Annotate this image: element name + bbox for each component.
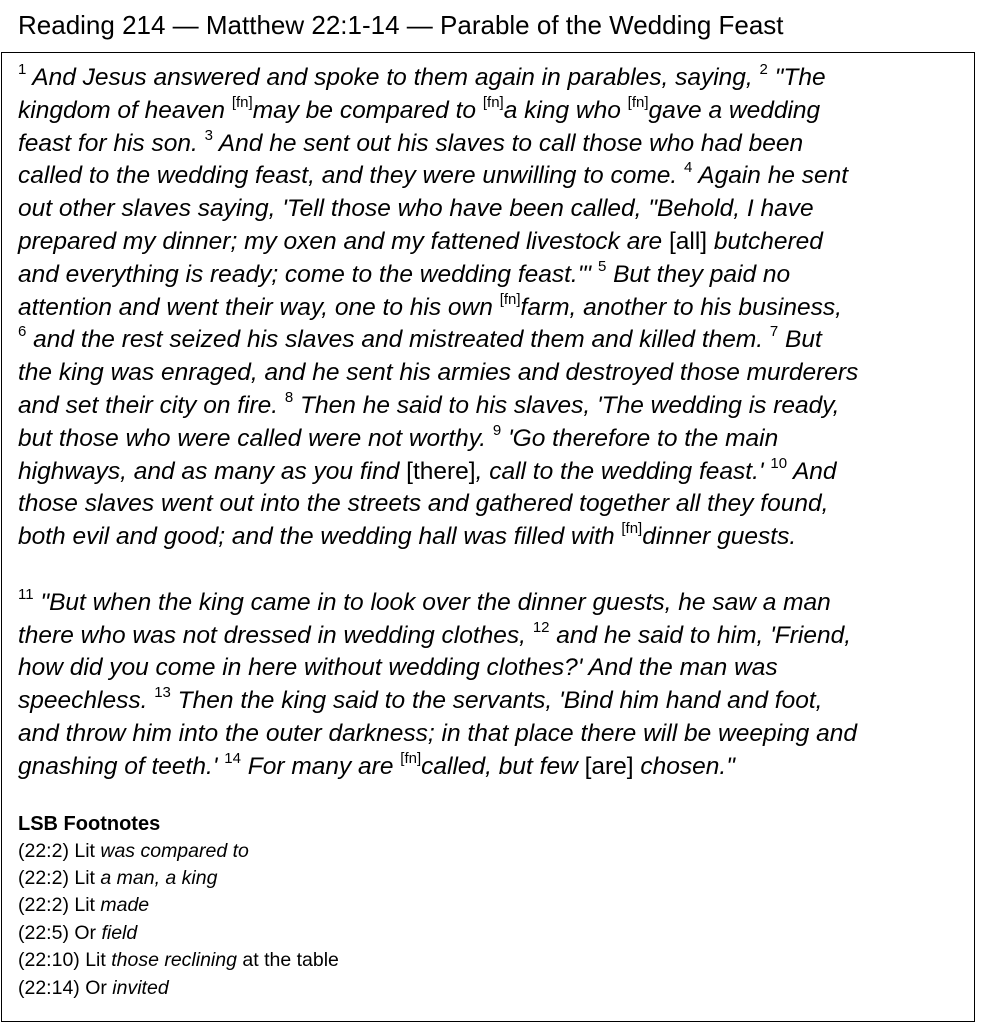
passage-line <box>18 718 962 751</box>
verse-number: 14 <box>224 749 241 767</box>
bracketed-text: (22:10) Lit <box>18 949 112 972</box>
verse-number: 12 <box>532 618 550 636</box>
passage-line <box>18 587 962 620</box>
passage-text-span: called to the wedding feast, and they were unwilling to come. <box>18 162 684 190</box>
passage-text-span: And he sent out his slaves to call those who had been <box>212 129 804 157</box>
footnote-marker: [fn] <box>231 93 253 111</box>
passage-text-span: but those who were called were not worthy. <box>18 424 493 452</box>
footnotes-list <box>18 838 962 1002</box>
passage-line <box>18 390 962 423</box>
passage-content <box>18 62 962 1002</box>
passage-line <box>18 652 962 685</box>
bracketed-text: (22:5) Or <box>18 921 102 944</box>
bracketed-text: (22:2) Lit <box>18 866 101 889</box>
footnote-marker: [fn] <box>482 93 504 111</box>
passage-text-span: "But when the king came in to look over the dinner guests, he saw a man <box>33 588 831 616</box>
passage-text-span: a man, a king <box>100 866 218 889</box>
passage-text-span: prepared my dinner; my oxen and my fattened livestock are <box>18 227 669 255</box>
passage-text-span: feast for his son. <box>18 129 205 157</box>
passage-text-span: dinner guests. <box>642 523 797 551</box>
verse-number: 10 <box>770 454 788 472</box>
passage-text-span: how did you come in here without wedding clothes?' And the man was <box>18 654 778 682</box>
passage-text-span: "The <box>767 64 826 91</box>
bracketed-text: [all] <box>668 227 708 255</box>
passage-line <box>18 259 962 292</box>
verse-number: 9 <box>492 421 502 439</box>
passage-line <box>18 423 962 456</box>
passage-text-span: there who was not dressed in wedding clothes, <box>18 621 533 649</box>
passage-text-span: gave a wedding <box>648 96 821 124</box>
verse-number: 2 <box>759 61 768 78</box>
passage-line <box>18 751 962 784</box>
passage-line <box>18 521 962 554</box>
verse-number: 5 <box>597 257 607 275</box>
verse-number: 11 <box>18 585 34 603</box>
passage-text-span: the king was enraged, and he sent his armies and destroyed those murderers <box>18 359 859 387</box>
passage-text-span: farm, another to his business, <box>520 293 842 321</box>
passage-text-span: field <box>101 921 138 944</box>
footnote-marker: [fn] <box>627 93 649 111</box>
footnote-marker: [fn] <box>621 520 643 538</box>
passage-text-span: And <box>787 457 837 485</box>
passage-text-span: those reclining <box>111 949 237 972</box>
footnote-item <box>18 920 962 947</box>
footnote-item <box>18 892 962 919</box>
passage-text-span: gnashing of teeth.' <box>18 752 225 780</box>
passage-line <box>18 226 962 259</box>
verse-number: 4 <box>683 159 693 177</box>
passage-text-span: made <box>100 894 150 917</box>
passage-line <box>18 62 962 95</box>
passage-text-span: called, but few <box>421 752 585 780</box>
bracketed-text: (22:14) Or <box>18 976 113 999</box>
passage-text-span: And Jesus answered and spoke to them again in parables, saying, <box>26 64 760 91</box>
passage-text-span: speechless. <box>18 687 155 715</box>
passage-text-span: and he said to him, 'Friend, <box>549 621 852 649</box>
passage-text-span: and throw him into the outer darkness; in that place there will be weeping and <box>18 719 857 747</box>
verse-number: 13 <box>154 684 171 702</box>
passage-line <box>18 620 962 653</box>
passage-line <box>18 193 962 226</box>
footnote-item <box>18 975 962 1002</box>
passage-text-span: , call to the wedding feast.' <box>475 457 771 485</box>
passage-line <box>18 685 962 718</box>
passage-text-span: invited <box>112 976 169 999</box>
passage-text <box>18 62 962 784</box>
passage-text-span: kingdom of heaven <box>18 96 232 124</box>
bracketed-text: [there] <box>406 457 476 485</box>
passage-text-span: both evil and good; and the wedding hall was filled with <box>18 523 622 551</box>
footnote-marker: [fn] <box>499 290 521 308</box>
passage-text-span: chosen." <box>633 752 735 780</box>
passage-text-span: attention and went their way, one to his own <box>18 293 500 321</box>
footnote-item <box>18 838 962 865</box>
passage-line <box>18 128 962 161</box>
passage-paragraph <box>18 587 962 784</box>
passage-text-span: Again he sent <box>692 162 849 190</box>
passage-frame <box>1 52 975 1022</box>
passage-text-span: and set their city on fire. <box>18 391 285 419</box>
passage-line <box>18 456 962 489</box>
passage-line <box>18 488 962 521</box>
passage-text-span: those slaves went out into the streets and gathered together all they found, <box>18 490 829 518</box>
verse-number: 1 <box>18 61 27 78</box>
passage-text-span: a king who <box>503 96 628 124</box>
bracketed-text: [are] <box>584 752 634 780</box>
verse-number: 3 <box>204 126 213 144</box>
passage-line <box>18 292 962 325</box>
passage-line <box>18 95 962 128</box>
passage-text-span: 'Go therefore to the main <box>501 424 779 452</box>
footnote-marker: [fn] <box>400 749 422 767</box>
footnote-item <box>18 865 962 892</box>
bracketed-text: (22:2) Lit <box>18 839 101 862</box>
verse-number: 6 <box>18 323 27 341</box>
passage-line <box>18 357 962 390</box>
passage-text-span: Then he said to his slaves, 'The wedding is ready, <box>293 391 840 419</box>
passage-text-span: was compared to <box>100 839 249 862</box>
passage-text-span: But they paid no <box>606 260 791 288</box>
passage-text-span: But <box>778 326 822 354</box>
passage-paragraph <box>18 62 962 554</box>
verse-number: 7 <box>769 323 779 341</box>
footnotes-section <box>18 810 962 1002</box>
passage-text-span: highways, and as many as you find <box>18 457 407 485</box>
footnotes-heading: LSB Footnotes <box>18 812 161 835</box>
passage-text-span: out other slaves saying, 'Tell those who have been called, "Behold, I have <box>18 195 814 223</box>
verse-number: 8 <box>284 388 294 406</box>
page-title: Reading 214 — Matthew 22:1-14 — Parable of the Wedding Feast <box>18 10 784 40</box>
passage-line <box>18 324 962 357</box>
passage-text-span: and everything is ready; come to the wedding feast."' <box>18 260 598 288</box>
passage-text-span: Then the king said to the servants, 'Bind him hand and foot, <box>170 687 823 715</box>
passage-text-span: may be compared to <box>252 96 483 124</box>
passage-text-span: and the rest seized his slaves and mistreated them and killed them. <box>26 326 770 354</box>
passage-text-span: For many are <box>240 752 401 780</box>
bracketed-text: (22:2) Lit <box>18 894 101 917</box>
footnote-item <box>18 947 962 974</box>
bracketed-text: at the table <box>236 949 339 972</box>
passage-text-span: butchered <box>707 227 823 255</box>
passage-line <box>18 160 962 193</box>
